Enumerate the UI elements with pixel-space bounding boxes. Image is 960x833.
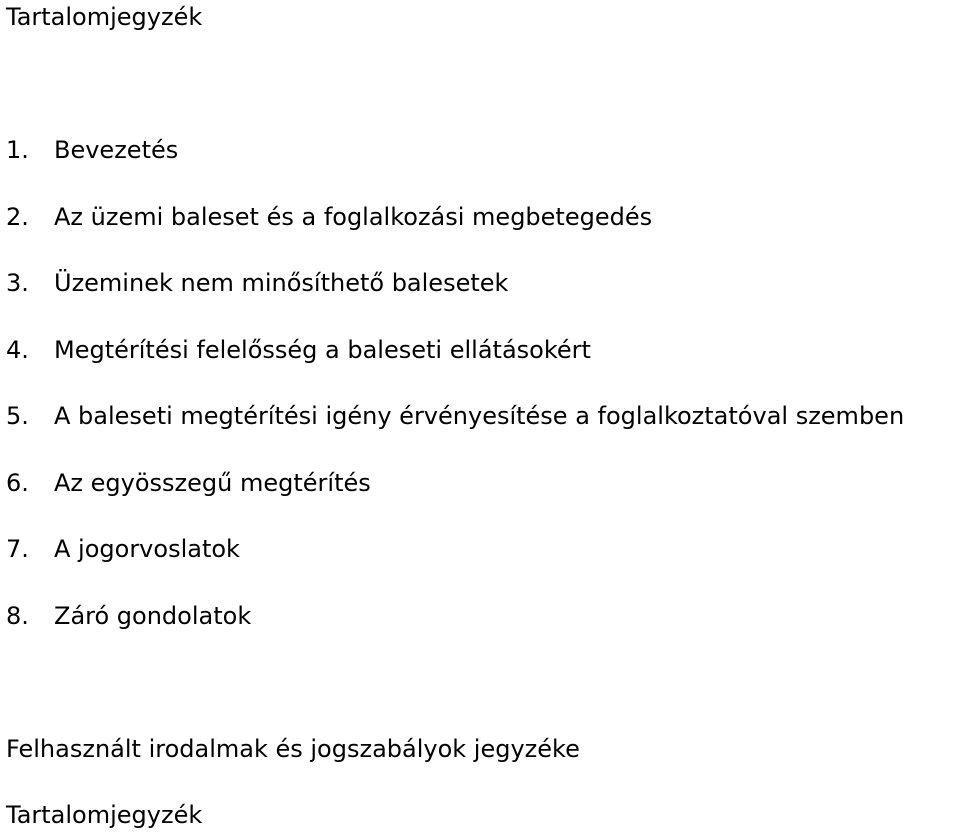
toc-number: 3. (6, 269, 29, 297)
toc-label: Az üzemi baleset és a foglalkozási megbetegedés (54, 202, 653, 231)
toc-label: Üzeminek nem minősíthető balesetek (54, 269, 509, 297)
toc-label: A baleseti megtérítési igény érvényesítése a foglalkoztatóval szemben (54, 402, 905, 430)
toc-number: 1. (6, 136, 29, 164)
toc-number: 7. (6, 535, 29, 563)
toc-item-5 (6, 397, 904, 464)
toc-item-7 (6, 530, 904, 597)
toc-heading-repeat: Tartalomjegyzék (6, 801, 203, 829)
toc-item-1 (6, 131, 904, 198)
toc-label: Bevezetés (54, 136, 179, 164)
toc-number: 4. (6, 335, 29, 364)
toc-label: A jogorvoslatok (54, 535, 240, 563)
toc-number: 8. (6, 601, 29, 630)
bibliography-heading: Felhasznált irodalmak és jogszabályok jegyzéke (6, 735, 580, 763)
table-of-contents (6, 131, 904, 663)
toc-label: Az egyösszegű megtérítés (54, 468, 371, 497)
toc-number: 2. (6, 202, 29, 231)
toc-item-6 (6, 464, 904, 531)
page-title: Tartalomjegyzék (6, 3, 203, 31)
toc-item-2 (6, 198, 904, 265)
toc-item-4 (6, 331, 904, 398)
toc-number: 5. (6, 402, 29, 430)
toc-label: Megtérítési felelősség a baleseti ellátásokért (54, 335, 591, 364)
toc-number: 6. (6, 468, 29, 497)
toc-label: Záró gondolatok (54, 601, 252, 630)
toc-item-3 (6, 264, 904, 331)
toc-item-8 (6, 597, 904, 664)
